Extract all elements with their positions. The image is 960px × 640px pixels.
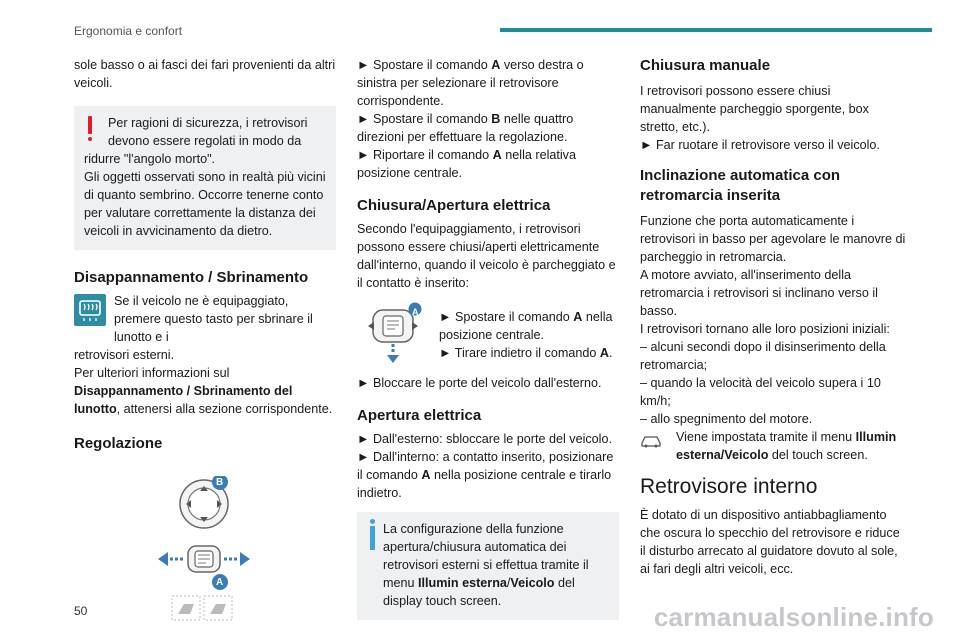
- tilt-p2: A motore avviato, all'inserimento della retromarcia i retrovisori si inclinano verso il basso.: [640, 268, 878, 318]
- tilt-p3: I retrovisori tornano alle loro posizioni iniziali:: [640, 322, 890, 336]
- info-icon-dot: [370, 519, 375, 524]
- rear-defrost-icon: [74, 294, 106, 326]
- mirror-control-diagram: [74, 476, 336, 626]
- column-2: [357, 56, 619, 620]
- fold-steps: [439, 308, 617, 362]
- menu-row: [640, 428, 908, 464]
- fold-control-row: [357, 302, 619, 364]
- column-3: [640, 56, 908, 578]
- fold-heading: Chiusura/Apertura elettrica: [357, 197, 551, 214]
- step-adjust: ► Spostare il comando B nelle quattro direzioni per effettuare la regolazione.: [357, 112, 574, 144]
- manual-text: I retrovisori possono essere chiusi manualmente parcheggio sporgente, box stretto, etc.).: [640, 84, 869, 134]
- menu-text: Viene impostata tramite il menu Illumin esterna/Veicolo del touch screen.: [676, 430, 897, 462]
- section-title: Ergonomia e confort: [74, 24, 183, 38]
- fold-label-a: A: [412, 307, 419, 317]
- warning-line-2: ridurre "l'angolo morto".: [84, 152, 216, 166]
- label-b: B: [216, 477, 224, 488]
- adjust-heading: Regolazione: [74, 435, 163, 452]
- warning-icon-dot: [88, 137, 92, 141]
- manual-step: ► Far ruotare il retrovisore verso il veicolo.: [640, 138, 880, 152]
- open-heading: Apertura elettrica: [357, 407, 482, 424]
- manual-heading: Chiusura manuale: [640, 57, 771, 74]
- defog-text-b: retrovisori esterni.: [74, 348, 175, 362]
- label-a: A: [216, 577, 224, 588]
- tilt-heading: Inclinazione automatica con retromarcia inserita: [640, 167, 841, 204]
- fold-step-center: ► Spostare il comando A nella posizione centrale.: [439, 310, 613, 342]
- warning-box: [74, 106, 336, 250]
- tilt-l1: – alcuni secondi dopo il disinserimento della retromarcia;: [640, 340, 886, 372]
- lock-step: ► Bloccare le porte del veicolo dall'esterno.: [357, 376, 602, 390]
- info-icon: [370, 526, 375, 550]
- step-return: ► Riportare il comando A nella relativa posizione centrale.: [357, 148, 576, 180]
- defog-text-a: Se il veicolo ne è equipaggiato, premere questo tasto per sbrinare il lunotto e i: [114, 294, 313, 344]
- page-number: 50: [74, 604, 88, 618]
- warning-line-3: Gli oggetti osservati sono in realtà più vicini di quanto sembrino. Occorre tenerne conto per valutare correttamente la distanza dei veicoli in avvicinamento da dietro.: [84, 170, 326, 238]
- open-step-outside: ► Dall'esterno: sbloccare le porte del veicolo.: [357, 432, 612, 446]
- defog-heading: Disappannamento / Sbrinamento: [74, 269, 309, 286]
- open-step-inside: ► Dall'interno: a contatto inserito, posizionare il comando A nella posizione centrale e tirarlo indietro.: [357, 450, 614, 500]
- inner-mirror-text: È dotato di un dispositivo antiabbagliamento che oscura lo specchio del retrovisore e riduce il disturbo arrecato al guidatore dovuto al sole, ai fari degli altri veicoli, ecc.: [640, 508, 900, 576]
- mirror-joystick-illustration: [74, 476, 336, 626]
- intro-text: sole basso o ai fasci dei fari provenienti da altri veicoli.: [74, 58, 336, 90]
- tilt-l3: – allo spegnimento del motore.: [640, 412, 813, 426]
- car-icon: [640, 432, 662, 448]
- fold-text: Secondo l'equipaggiamento, i retrovisori possono essere chiusi/aperti elettricamente dall'interno, quando il veicolo è parcheggiato e il contatto è inserito:: [357, 222, 616, 290]
- fold-step-pull: ► Tirare indietro il comando A.: [439, 346, 613, 360]
- column-1: [74, 56, 336, 626]
- defog-more: Per ulteriori informazioni sul Disappannamento / Sbrinamento del lunotto, attenersi alla sezione corrispondente.: [74, 366, 333, 416]
- defog-row: [74, 292, 336, 346]
- warning-icon: [88, 116, 92, 134]
- tilt-l2: – quando la velocità del veicolo supera i 10 km/h;: [640, 376, 881, 408]
- info-text: La configurazione della funzione apertura/chiusura automatica dei retrovisori esterni si effettua tramite il menu Illumin esterna/Veicolo del display touch screen.: [383, 522, 589, 608]
- info-box: [357, 512, 619, 620]
- warning-line-1: Per ragioni di sicurezza, i retrovisori devono essere regolati in modo da: [108, 116, 308, 148]
- inner-mirror-heading: Retrovisore interno: [640, 475, 818, 498]
- tilt-p1: Funzione che porta automaticamente i retrovisori in basso per agevolare le manovre di parcheggio in retromarcia.: [640, 214, 906, 264]
- header-accent-bar: [500, 28, 932, 32]
- step-select: ► Spostare il comando A verso destra o sinistra per selezionare il retrovisore corrispondente.: [357, 58, 584, 108]
- watermark-url: carmanualsonline.info: [653, 602, 934, 632]
